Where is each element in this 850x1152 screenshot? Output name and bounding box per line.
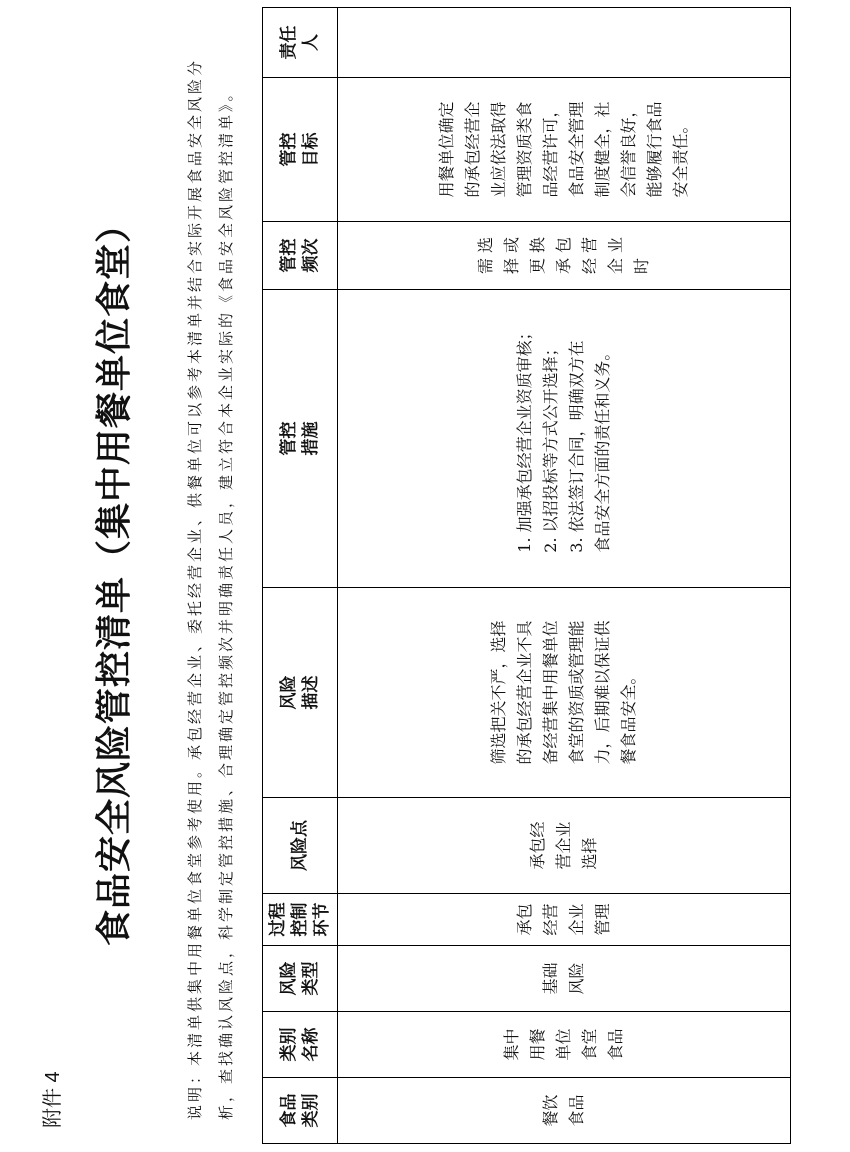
header-category-name: 类别 名称: [263, 1012, 338, 1078]
cell-risk-point: 承包经 营企业 选择: [338, 798, 791, 894]
instruction-note: 说明：本清单供集中用餐单位食堂参考使用。承包经营企业、委托经营企业、供餐单位可以参考本清单并结合实际开展食品安全风险分析，查找确认风险点，科学制定管控措施、合理确定管控频次并明确责任人员，建立符合本企业实际的《食品安全风险管控清单》。: [186, 57, 235, 1120]
measure-item: 1. 加强承包经营企业资质审核；: [515, 324, 534, 553]
measure-item: 2. 以招投标等方式公开选择；: [541, 340, 560, 553]
cell-control-target: 用餐单位确定 的承包经营企 业应依法取得 管理资质类食 品经营许可， 食品安全管理 制度健全，社 会信誉良好， 能够履行食品 安全责任。: [338, 78, 791, 222]
header-control-frequency: 管控 频次: [263, 222, 338, 290]
attachment-label: 附件 4: [42, 1071, 64, 1128]
measure-item: 3. 依法签订合同，明确双方在 食品安全方面的责任和义务。: [567, 340, 612, 553]
header-risk-description: 风险 描述: [263, 588, 338, 798]
header-risk-point: 风险点: [263, 798, 338, 894]
cell-risk-description: 筛选把关不严，选择 的承包经营企业不具 备经营集中用餐单位 食堂的资质或管理能 力，后期难以保证供 餐食品安全。: [338, 588, 791, 798]
header-process: 过程 控制 环节: [263, 894, 338, 946]
cell-process: 承包 经营 企业 管理: [338, 894, 791, 946]
cell-risk-type: 基础 风险: [338, 946, 791, 1012]
header-food-category: 食品 类别: [263, 1078, 338, 1144]
risk-control-table: [262, 7, 791, 1144]
cell-control-frequency: 需 选 择 或 更 换 承 包 经 营 企 业 时: [338, 222, 791, 290]
cell-category-name: 集中 用餐 单位 食堂 食品: [338, 1012, 791, 1078]
page-title: 食品安全风险管控清单（集中用餐单位食堂）: [93, 206, 135, 947]
cell-responsible-person: [338, 8, 791, 78]
header-responsible-person: 责任 人: [263, 8, 338, 78]
table-row: [338, 8, 791, 1144]
table-header-row: [263, 8, 338, 1144]
header-control-measures: 管控 措施: [263, 290, 338, 588]
header-control-target: 管控 目标: [263, 78, 338, 222]
header-risk-type: 风险 类型: [263, 946, 338, 1012]
cell-control-measures: [338, 290, 791, 588]
cell-food-category: 餐饮 食品: [338, 1078, 791, 1144]
